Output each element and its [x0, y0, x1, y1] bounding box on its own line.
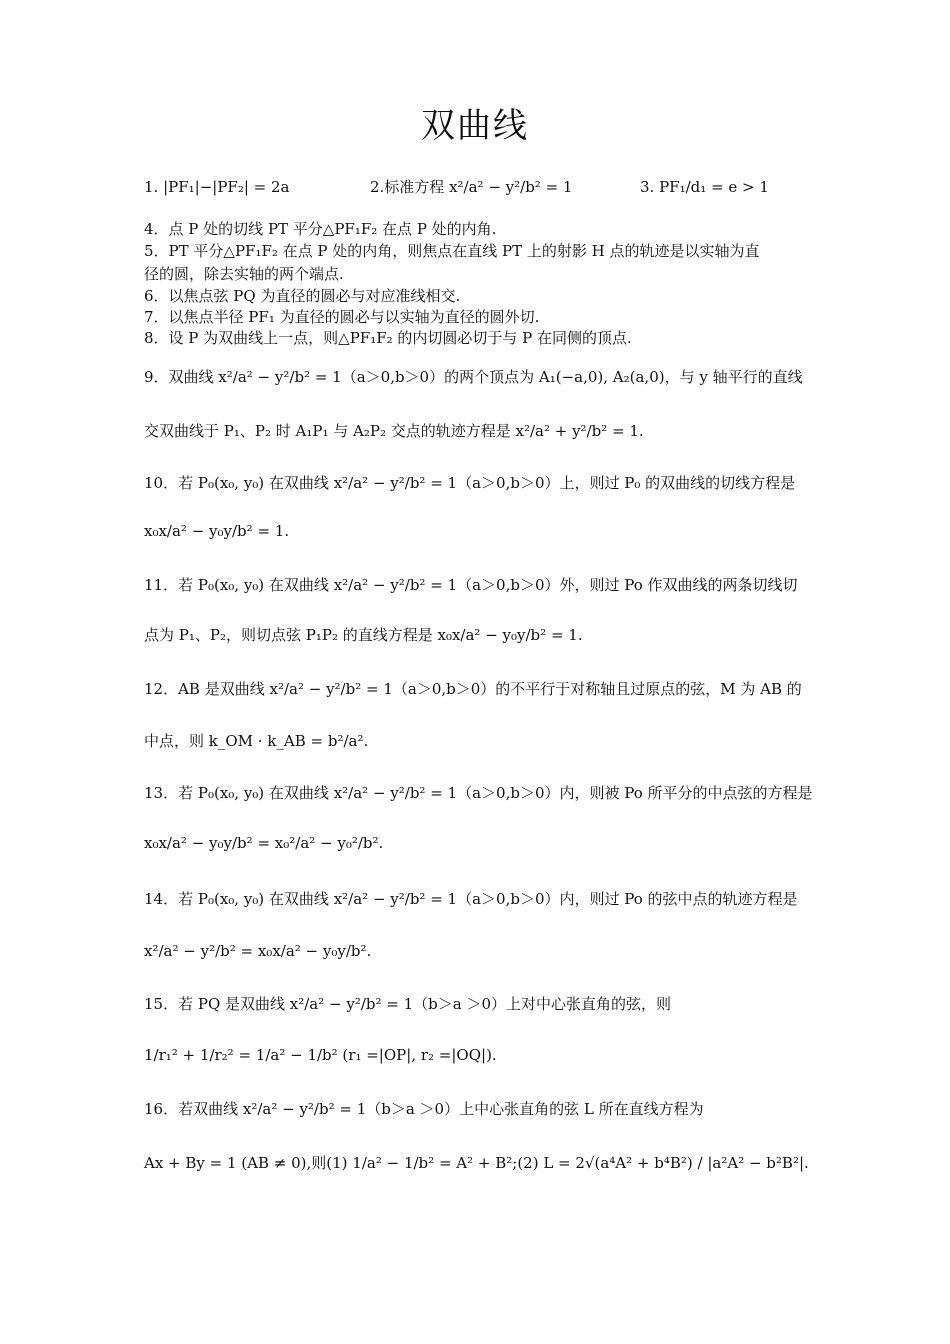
item-13-line2: x₀x/a² − y₀y/b² = x₀²/a² − y₀²/b². — [144, 834, 384, 852]
item-4: 4．点 P 处的切线 PT 平分△PF₁F₂ 在点 P 处的内角. — [144, 220, 497, 238]
item-16-line2: Ax + By = 1 (AB ≠ 0),则(1) 1/a² − 1/b² = A² + B²;(2) L = 2√(a⁴A² + b⁴B²) / |a²A² − b²B²|. — [144, 1154, 809, 1172]
item-15-line2: 1/r₁² + 1/r₂² = 1/a² − 1/b² (r₁ =|OP|, r₂ =|OQ|). — [144, 1046, 497, 1064]
item-15-line1: 15．若 PQ 是双曲线 x²/a² − y²/b² = 1（b＞a ＞0）上对中心张直角的弦，则 — [144, 995, 672, 1013]
page-title: 双曲线 — [421, 106, 529, 146]
item-11-line1: 11．若 P₀(x₀, y₀) 在双曲线 x²/a² − y²/b² = 1（a＞0,b＞0）外，则过 Po 作双曲线的两条切线切 — [144, 576, 798, 594]
item-14-line2: x²/a² − y²/b² = x₀x/a² − y₀y/b². — [144, 942, 372, 960]
item-10-line2: x₀x/a² − y₀y/b² = 1. — [144, 522, 290, 540]
item-13-line1: 13．若 P₀(x₀, y₀) 在双曲线 x²/a² − y²/b² = 1（a＞0,b＞0）内，则被 Po 所平分的中点弦的方程是 — [144, 784, 813, 802]
item-14-line1: 14．若 P₀(x₀, y₀) 在双曲线 x²/a² − y²/b² = 1（a＞0,b＞0）内，则过 Po 的弦中点的轨迹方程是 — [144, 890, 798, 908]
item-12-line1: 12．AB 是双曲线 x²/a² − y²/b² = 1（a＞0,b＞0）的不平行于对称轴且过原点的弦，M 为 AB 的 — [144, 680, 802, 698]
item-9-line1: 9．双曲线 x²/a² − y²/b² = 1（a＞0,b＞0）的两个顶点为 A₁(−a,0), A₂(a,0)，与 y 轴平行的直线 — [144, 368, 803, 386]
item-16-line1: 16．若双曲线 x²/a² − y²/b² = 1（b＞a ＞0）上中心张直角的弦 L 所在直线方程为 — [144, 1100, 704, 1118]
item-5-line1: 5．PT 平分△PF₁F₂ 在点 P 处的内角，则焦点在直线 PT 上的射影 H 点的轨迹是以实轴为直 — [144, 242, 760, 260]
item-9-line2: 交双曲线于 P₁、P₂ 时 A₁P₁ 与 A₂P₂ 交点的轨迹方程是 x²/a² + y²/b² = 1. — [144, 422, 644, 440]
item-2: 2.标准方程 x²/a² − y²/b² = 1 — [370, 178, 573, 196]
item-5-line2: 径的圆，除去实轴的两个端点. — [144, 265, 344, 283]
item-10-line1: 10．若 P₀(x₀, y₀) 在双曲线 x²/a² − y²/b² = 1（a＞0,b＞0）上，则过 P₀ 的双曲线的切线方程是 — [144, 474, 796, 492]
item-6: 6．以焦点弦 PQ 为直径的圆必与对应准线相交. — [144, 287, 461, 305]
item-3: 3. PF₁/d₁ = e > 1 — [640, 178, 769, 196]
item-1: 1. |PF₁|−|PF₂| = 2a — [144, 178, 290, 196]
item-11-line2: 点为 P₁、P₂，则切点弦 P₁P₂ 的直线方程是 x₀x/a² − y₀y/b² = 1. — [144, 626, 583, 644]
item-7: 7．以焦点半径 PF₁ 为直径的圆必与以实轴为直径的圆外切. — [144, 308, 540, 326]
item-12-line2: 中点，则 k_OM · k_AB = b²/a². — [144, 732, 369, 750]
item-8: 8．设 P 为双曲线上一点，则△PF₁F₂ 的内切圆必切于与 P 在同侧的顶点. — [144, 329, 632, 347]
